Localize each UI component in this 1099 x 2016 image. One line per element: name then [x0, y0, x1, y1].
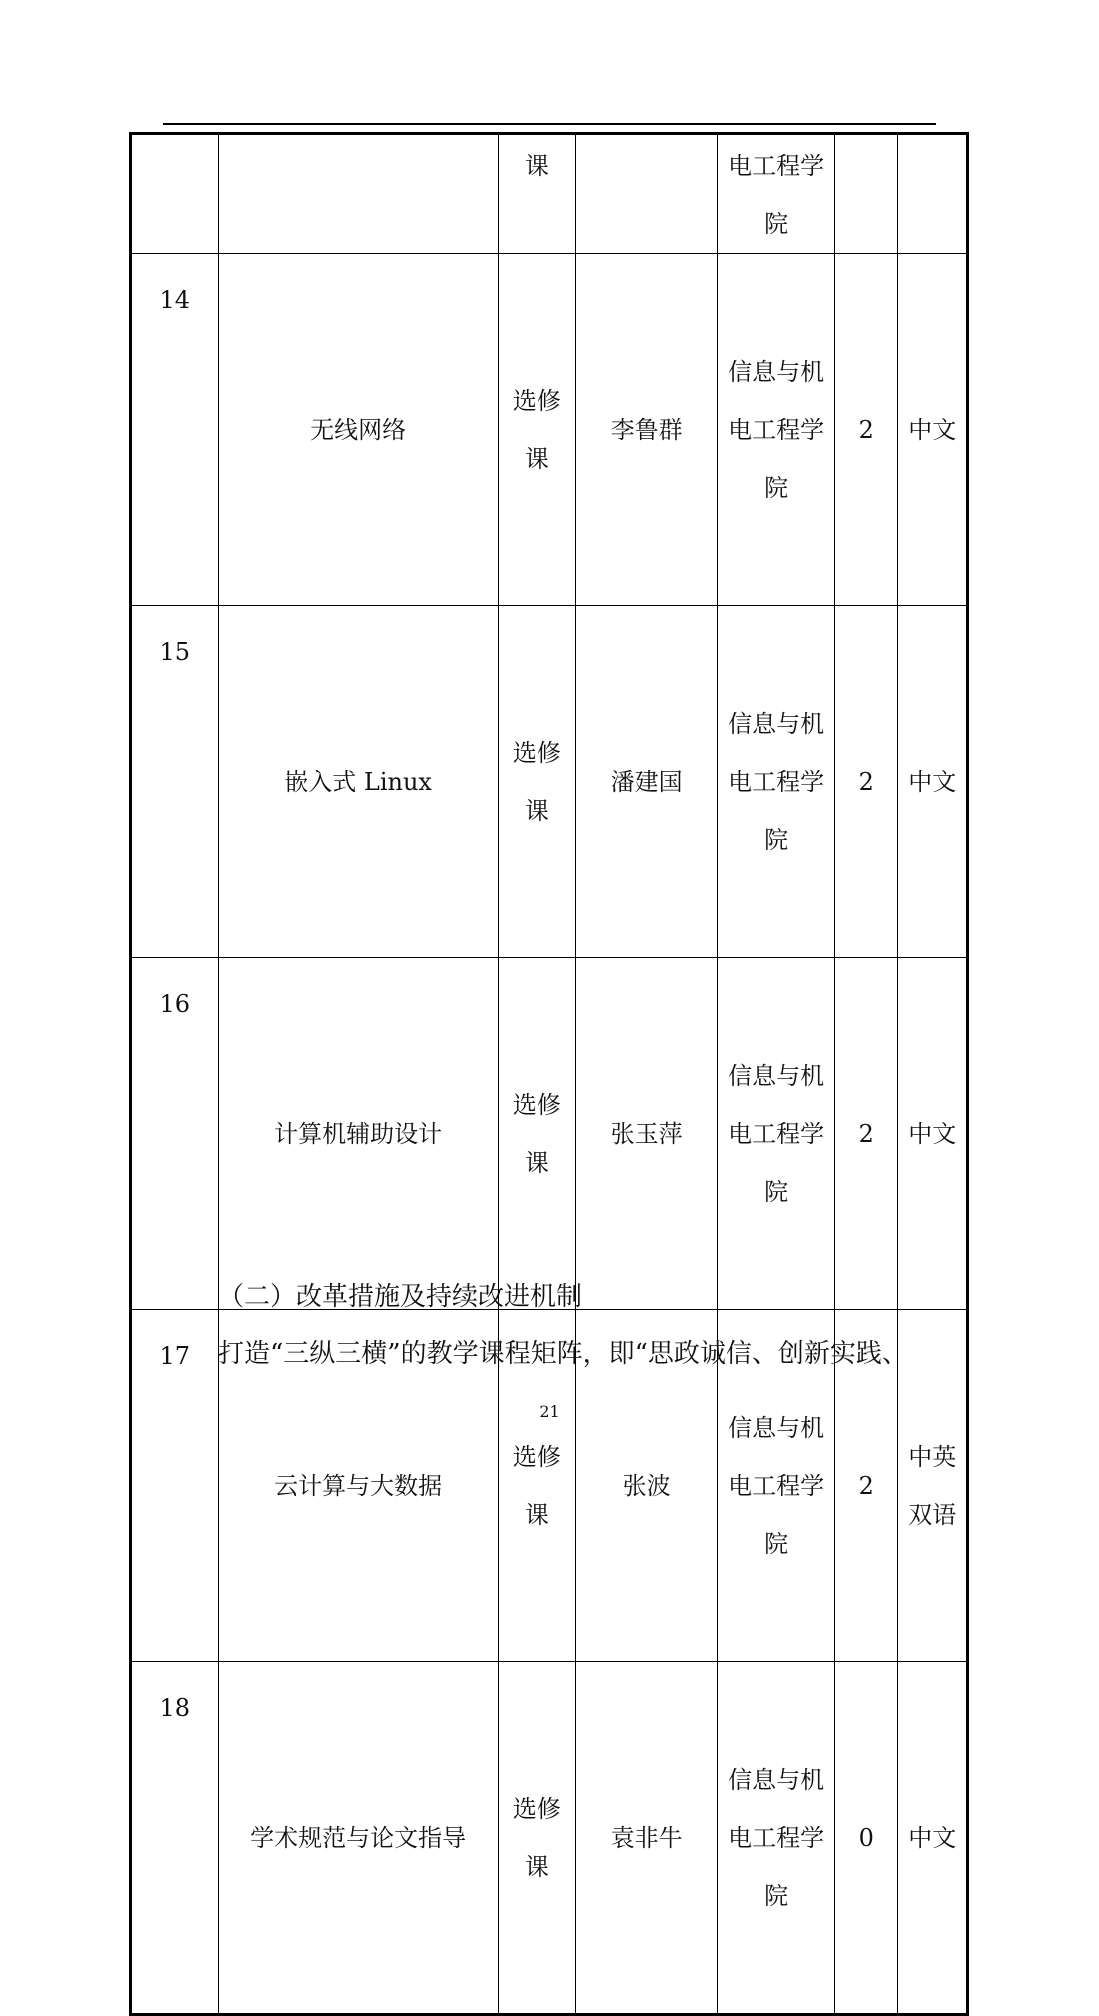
- cell-language: 中文: [898, 254, 968, 606]
- cell-number: 15: [131, 606, 219, 958]
- course-table: [129, 132, 969, 2016]
- cell-language: 中文: [898, 958, 968, 1310]
- table-row: [131, 254, 968, 606]
- cell-language: 中文: [898, 606, 968, 958]
- page-number: 21: [539, 1402, 560, 1421]
- cell-course-name: 嵌入式 Linux: [218, 606, 498, 958]
- cell-college: 信息与机电工程学院: [718, 958, 835, 1310]
- cell-language: [898, 134, 968, 254]
- cell-course-type: 选修课: [498, 254, 576, 606]
- cell-number: 16: [131, 958, 219, 1310]
- cell-course-name: 无线网络: [218, 254, 498, 606]
- body-paragraph: 打造“三纵三横”的教学课程矩阵，即“思政诚信、创新实践、: [218, 1339, 908, 1369]
- section-heading: （二）改革措施及持续改进机制: [218, 1282, 583, 1312]
- header-rule: [163, 123, 936, 125]
- cell-college: 信息与机电工程学院: [718, 1310, 835, 1662]
- cell-college: 信息与机电工程学院: [718, 254, 835, 606]
- cell-number: 14: [131, 254, 219, 606]
- cell-course-name: 学术规范与论文指导: [218, 1662, 498, 2015]
- cell-language: 中英双语: [898, 1310, 968, 1662]
- table-row: [131, 1662, 968, 2015]
- cell-course-type: 选修课: [498, 1662, 576, 2015]
- cell-credit: 2: [835, 958, 898, 1310]
- cell-course-type: 选修课: [498, 958, 576, 1310]
- cell-course-name: [218, 134, 498, 254]
- cell-number: [131, 134, 219, 254]
- cell-course-type: 选修课: [498, 1310, 576, 1662]
- cell-college: 信息与机电工程学院: [718, 1662, 835, 2015]
- cell-college: 信息与机电工程学院: [718, 606, 835, 958]
- cell-credit: 0: [835, 1662, 898, 2015]
- table-row: [131, 606, 968, 958]
- cell-credit: 2: [835, 254, 898, 606]
- cell-course-type: 课: [498, 134, 576, 254]
- cell-college: 电工程学院: [718, 134, 835, 254]
- cell-number: 17: [131, 1310, 219, 1662]
- cell-teacher: [576, 134, 718, 254]
- cell-language: 中文: [898, 1662, 968, 2015]
- table-row: [131, 958, 968, 1310]
- cell-teacher: 袁非牛: [576, 1662, 718, 2015]
- cell-course-name: 云计算与大数据: [218, 1310, 498, 1662]
- table-row-continued: [131, 134, 968, 254]
- cell-number: 18: [131, 1662, 219, 2015]
- cell-teacher: 李鲁群: [576, 254, 718, 606]
- cell-credit: 2: [835, 1310, 898, 1662]
- cell-teacher: 潘建国: [576, 606, 718, 958]
- cell-course-name: 计算机辅助设计: [218, 958, 498, 1310]
- cell-teacher: 张玉萍: [576, 958, 718, 1310]
- cell-credit: [835, 134, 898, 254]
- cell-teacher: 张波: [576, 1310, 718, 1662]
- cell-course-type: 选修课: [498, 606, 576, 958]
- cell-credit: 2: [835, 606, 898, 958]
